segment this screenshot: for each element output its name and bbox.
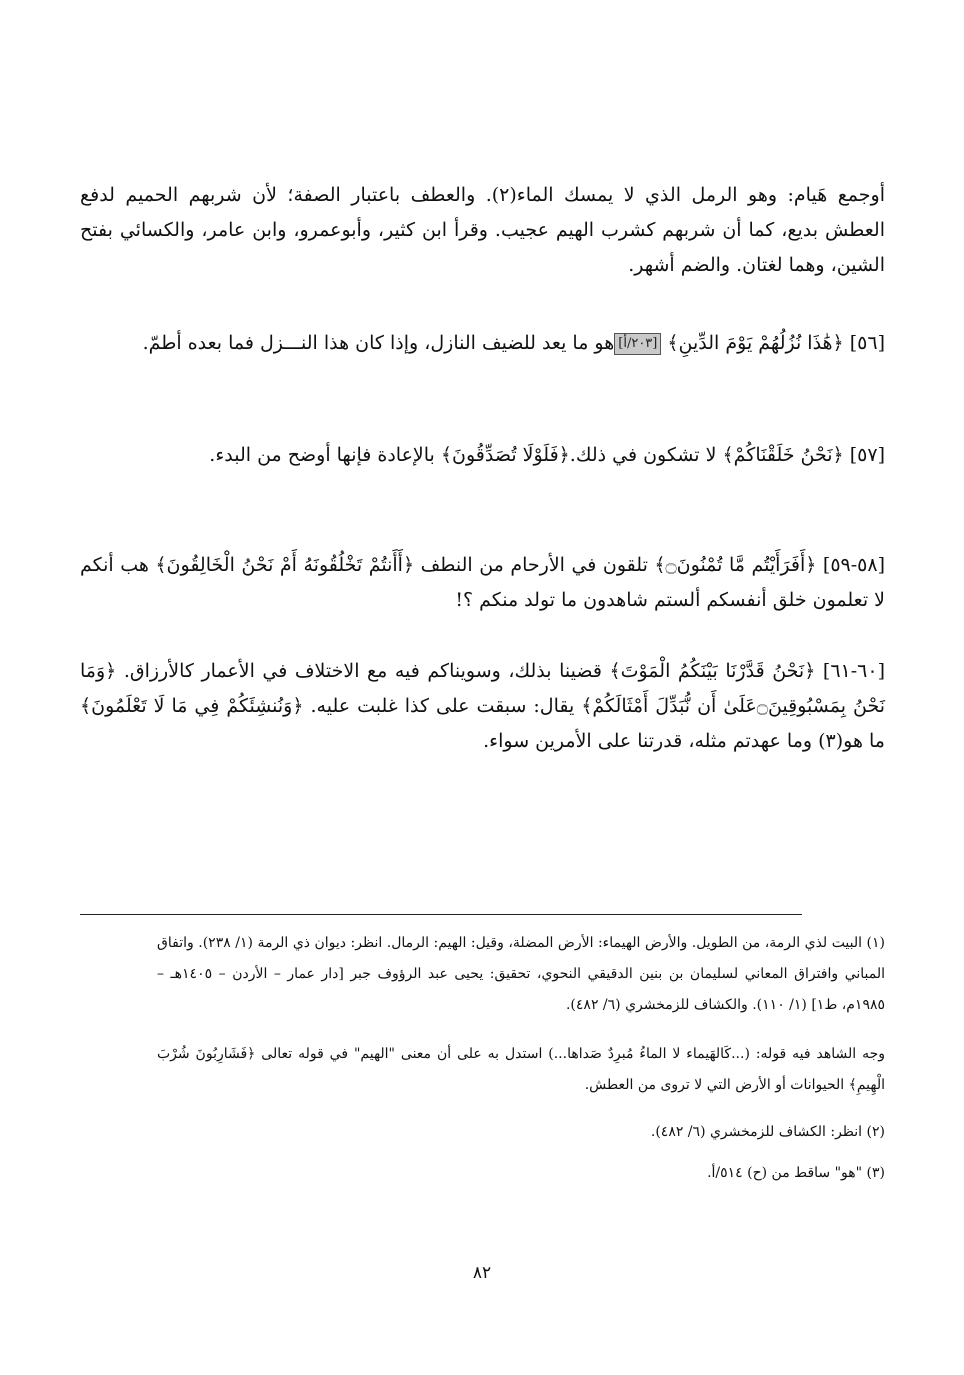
page-number: ٨٢ [472,1263,492,1283]
footnote-1: (١) البيت لذي الرمة، من الطويل. والأرض الهيماء: الأرض المضلة، وقيل: الهيم: الرمال. انظر: ديوان ذي الرمة (١/ ٢٣٨). واتفاق المباني وافتراق المعاني لسليمان بن بنين الدقيقي النحوي، تحقيق: يحيى عبد الرؤوف جبر [دار عمار – الأردن – ١٤٠٥هـ – ١٩٨٥م، ط١] (١/ ١١٠). والكشاف للزمخشري (٦/ ٤٨٢). [157,935,885,1013]
paragraph-verse-57: [٥٧] ﴿نَحْنُ خَلَقْنَاكُمْ﴾ لا تشكون في ذلك.﴿فَلَوْلَا تُصَدِّقُونَ﴾ بالإعادة فإنها أوضح من البدء. [209,444,885,466]
paragraph-verses-60-61: [٦٠-٦١] ﴿نَحْنُ قَدَّرْنَا بَيْنَكُمُ الْمَوْتَ﴾ قضينا بذلك، وسويناكم فيه مع الاختلاف في الأعمار كالأرزاق. ﴿وَمَا نَحْنُ بِمَسْبُوقِينَ۝عَلَىٰ أَن نُّبَدِّلَ أَمْثَالَكُمْ﴾ يقال: سبقت على كذا غلبت عليه. ﴿وَنُنشِئَكُمْ فِي مَا لَا تَعْلَمُونَ﴾ ما هو(٣) وما عهدتم مثله، قدرتنا على الأمرين سواء. [80,660,886,752]
paragraph-verses-58-59: [٥٨-٥٩] ﴿أَفَرَأَيْتُم مَّا تُمْنُونَ۝﴾ تلقون في الأرحام من النطف ﴿أَأَنتُمْ تَخْلُقُونَهُ أَمْ نَحْنُ الْخَالِقُونَ﴾ هب أنكم لا تعلمون خلق أنفسكم ألستم شاهدون ما تولد منكم ؟! [80,554,886,611]
footnote-divider [80,914,802,915]
verse-56-commentary: هو ما يعد للضيف النازل، وإذا كان هذا النـــزل فما بعده أطمّ. [142,332,615,354]
manuscript-folio-ref: [٢٠٣/أ] [614,333,661,355]
footnote-3: (٣) "هو" ساقط من (ح) ٥١٤/أ. [707,1165,885,1181]
verse-56-text: [٥٦] ﴿هَٰذَا نُزُلُهُمْ يَوْمَ الدِّينِ﴾ [661,332,885,354]
footnote-2: (٢) انظر: الكشاف للزمخشري (٦/ ٤٨٢). [650,1124,885,1140]
paragraph-intro: أوجمع هَيام: وهو الرمل الذي لا يمسك الماء(٢). والعطف باعتبار الصفة؛ لأن شربهم الحميم لدفع العطش بديع، كما أن شربهم كشرب الهيم عجيب. وقرأ ابن كثير، وأبوعمرو، وابن عامر، والكسائي بفتح الشين، وهما لغتان. والضم أشهر. [80,184,885,276]
paragraph-verse-56 [80,326,885,361]
footnote-1-continuation: وجه الشاهد فيه قوله: (...كَالهَيماء لا الماءُ مُبرِدٌ صَداها...) استدل به على أن معنى "الهيم" في قوله تعالى ﴿فَشَارِبُونَ شُرْبَ الْهِيمِ﴾ الحيوانات أو الأرض التي لا تروى من العطش. [157,1046,885,1093]
